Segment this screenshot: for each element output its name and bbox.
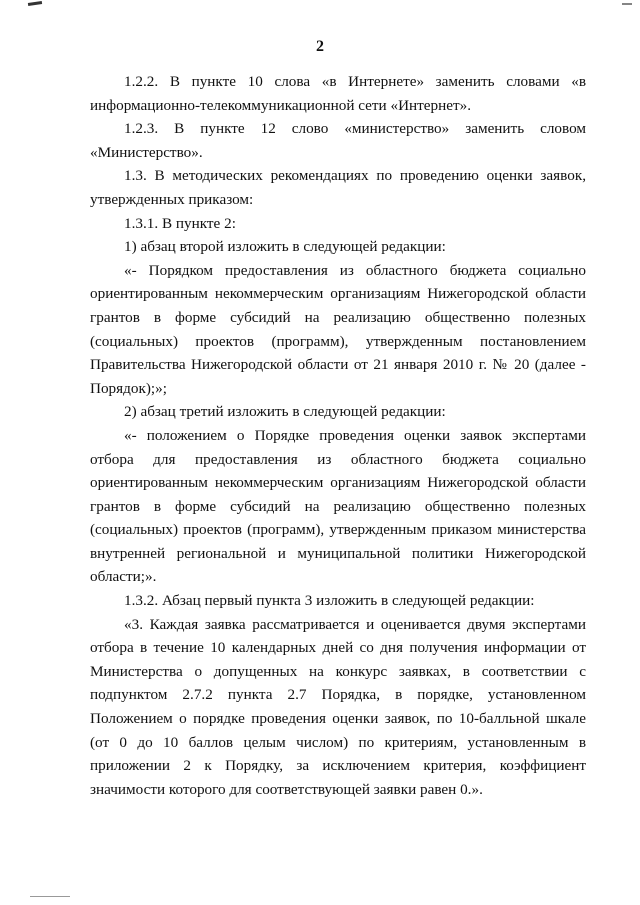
document-body	[90, 70, 586, 801]
paragraph-item-2: 2) абзац третий изложить в следующей редакции:	[124, 403, 446, 421]
paragraph-quote-1: «- Порядком предоставления из областного бюджета социально ориентированным некоммерческим организациям Нижегородской области грантов в форме субсидий на реализацию общественно полезных (социальных) проектов (программ), утвержденным постановлением Правительства Нижегородской области от 21 января 2010 г. № 20 (далее - Порядок);»;	[90, 261, 586, 397]
scan-mark	[622, 3, 632, 5]
paragraph-1-3-1: 1.3.1. В пункте 2:	[124, 214, 236, 232]
paragraph-1-3: 1.3. В методических рекомендациях по проведению оценки заявок, утвержденных приказом:	[90, 167, 586, 208]
scan-mark	[28, 1, 42, 6]
paragraph-1-2-3: 1.2.3. В пункте 12 слово «министерство» заменить словом «Министерство».	[90, 120, 586, 161]
paragraph-1-3-2: 1.3.2. Абзац первый пункта 3 изложить в следующей редакции:	[124, 592, 535, 610]
page-number: 2	[316, 38, 324, 55]
paragraph-1-2-2: 1.2.2. В пункте 10 слова «в Интернете» заменить словами «в информационно-телекоммуникационной сети «Интернет».	[90, 73, 586, 114]
paragraph-item-1: 1) абзац второй изложить в следующей редакции:	[124, 238, 446, 256]
scan-mark	[30, 896, 70, 897]
paragraph-quote-2: «- положением о Порядке проведения оценки заявок экспертами отбора для предоставления из областного бюджета социально ориентированным некоммерческим организациям Нижегородской области грантов в форме субсидий на реализацию общественно полезных (социальных) проектов (программ), утвержденным приказом министерства внутренней региональной и муниципальной политики Нижегородской области;».	[90, 426, 586, 586]
paragraph-quote-3: «3. Каждая заявка рассматривается и оценивается двумя экспертами отбора в течение 10 календарных дней со дня получения информации от Министерства о допущенных на конкурс заявках, в соответствии с подпунктом 2.7.2 пункта 2.7 Порядка, в порядке, установленном Положением о порядке проведения оценки заявок, по 10-балльной шкале (от 0 до 10 баллов целым числом) по критериям, установленным в приложении 2 к Порядку, за исключением критерия, коэффициент значимости которого для соответствующей заявки равен 0.».	[90, 615, 586, 798]
